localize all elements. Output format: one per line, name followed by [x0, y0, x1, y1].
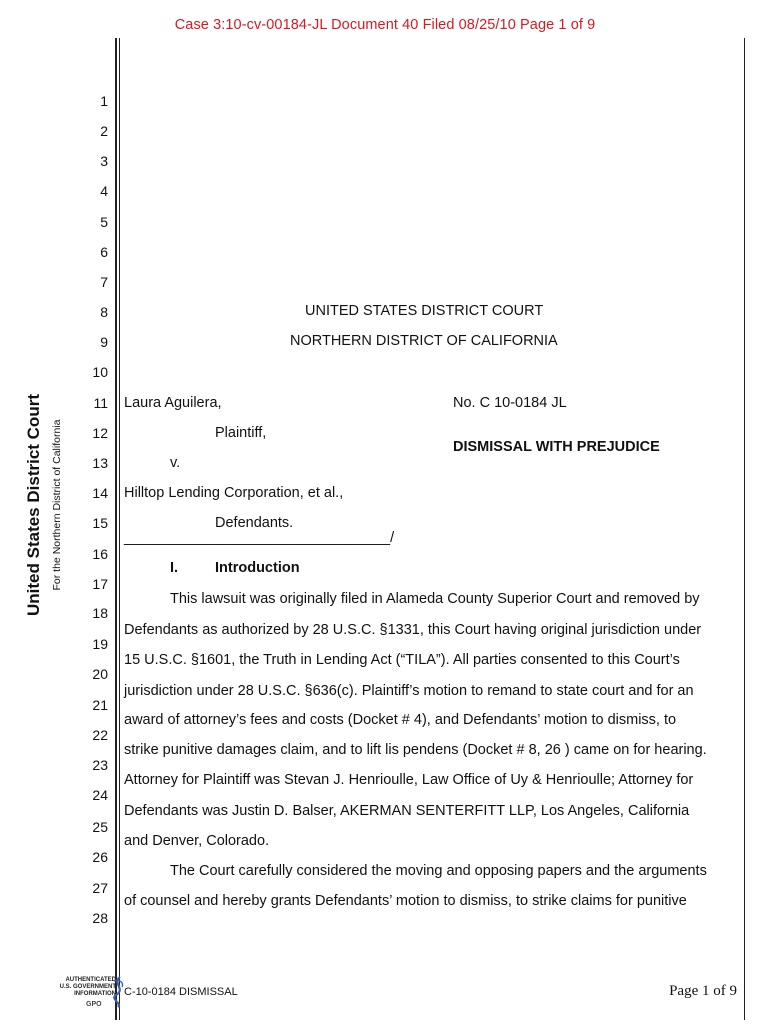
- line-number: 5: [100, 214, 108, 230]
- line-number: 21: [92, 697, 108, 713]
- line-number: 4: [100, 183, 108, 199]
- line-number: 23: [92, 757, 108, 773]
- body-line: Attorney for Plaintiff was Stevan J. Henrioulle, Law Office of Uy & Henrioulle; Attorney for: [124, 772, 694, 788]
- line-number: 28: [92, 910, 108, 926]
- line-number: 11: [93, 395, 108, 411]
- footer-doc-label: C-10-0184 DISMISSAL: [124, 986, 238, 998]
- body-line: jurisdiction under 28 U.S.C. §636(c). Plaintiff’s motion to remand to state court and for an: [124, 683, 694, 699]
- section-number: I.: [170, 560, 179, 576]
- seal-label: AUTHENTICATED U.S. GOVERNMENT INFORMATION: [59, 977, 116, 997]
- sidebar-court-name: United States District Court: [24, 394, 43, 616]
- body-line: This lawsuit was originally filed in Alameda County Superior Court and removed by: [170, 591, 700, 607]
- section-title: Introduction: [215, 560, 300, 576]
- line-number: 2: [100, 123, 108, 139]
- caption-divider: _________________________________/: [124, 530, 395, 546]
- line-number: 9: [100, 334, 108, 350]
- line-number: 27: [92, 880, 108, 896]
- left-margin-rule-inner: [119, 38, 120, 1020]
- line-number: 12: [92, 425, 108, 441]
- seal-gpo-label: GPO: [86, 1001, 102, 1008]
- plaintiff-role: Plaintiff,: [215, 425, 267, 441]
- court-name: UNITED STATES DISTRICT COURT: [305, 303, 544, 319]
- line-number: 19: [92, 636, 108, 652]
- case-number: No. C 10-0184 JL: [453, 395, 567, 411]
- line-number: 8: [100, 304, 108, 320]
- line-number: 18: [92, 605, 108, 621]
- line-number: 16: [92, 546, 108, 562]
- body-line: and Denver, Colorado.: [124, 833, 270, 849]
- line-number: 1: [100, 93, 108, 109]
- case-header: Case 3:10-cv-00184-JL Document 40 Filed 08/25/10 Page 1 of 9: [174, 17, 596, 33]
- line-number: 20: [92, 666, 108, 682]
- line-number: 15: [92, 515, 108, 531]
- line-number: 13: [92, 455, 108, 471]
- right-margin-rule: [744, 38, 745, 1020]
- document-title: DISMISSAL WITH PREJUDICE: [453, 439, 660, 455]
- body-line: 15 U.S.C. §1601, the Truth in Lending Act (“TILA”). All parties consented to this Court’s: [124, 652, 680, 668]
- body-line: award of attorney’s fees and costs (Docket # 4), and Defendants’ motion to dismiss, to: [124, 712, 677, 728]
- body-line: Defendants as authorized by 28 U.S.C. §1331, this Court having original jurisdiction under: [124, 622, 702, 638]
- body-line: The Court carefully considered the moving and opposing papers and the arguments: [170, 863, 707, 879]
- plaintiff-name: Laura Aguilera,: [124, 395, 222, 411]
- line-number: 22: [92, 727, 108, 743]
- footer-page-number: Page 1 of 9: [669, 983, 737, 999]
- line-number: 17: [92, 576, 108, 592]
- line-number: 24: [92, 787, 108, 803]
- defendant-name: Hilltop Lending Corporation, et al.,: [124, 485, 344, 501]
- defendant-role: Defendants.: [215, 515, 294, 531]
- sidebar-district-name: For the Northern District of California: [51, 419, 63, 591]
- line-number: 10: [92, 364, 108, 380]
- line-number: 25: [92, 819, 108, 835]
- line-number: 14: [92, 485, 108, 501]
- line-number: 6: [100, 244, 108, 260]
- gpo-authentication-seal: [42, 975, 132, 1010]
- line-number: 3: [100, 153, 108, 169]
- versus: v.: [170, 455, 181, 471]
- left-margin-rule-outer: [115, 38, 117, 1020]
- line-number: 7: [100, 274, 108, 290]
- body-line: strike punitive damages claim, and to lift lis pendens (Docket # 8, 26 ) came on for hearing.: [124, 742, 707, 758]
- district-name: NORTHERN DISTRICT OF CALIFORNIA: [290, 333, 558, 349]
- body-line: of counsel and hereby grants Defendants’ motion to dismiss, to strike claims for punitive: [124, 893, 687, 909]
- line-number: 26: [92, 849, 108, 865]
- body-line: Defendants was Justin D. Balser, AKERMAN SENTERFITT LLP, Los Angeles, California: [124, 803, 690, 819]
